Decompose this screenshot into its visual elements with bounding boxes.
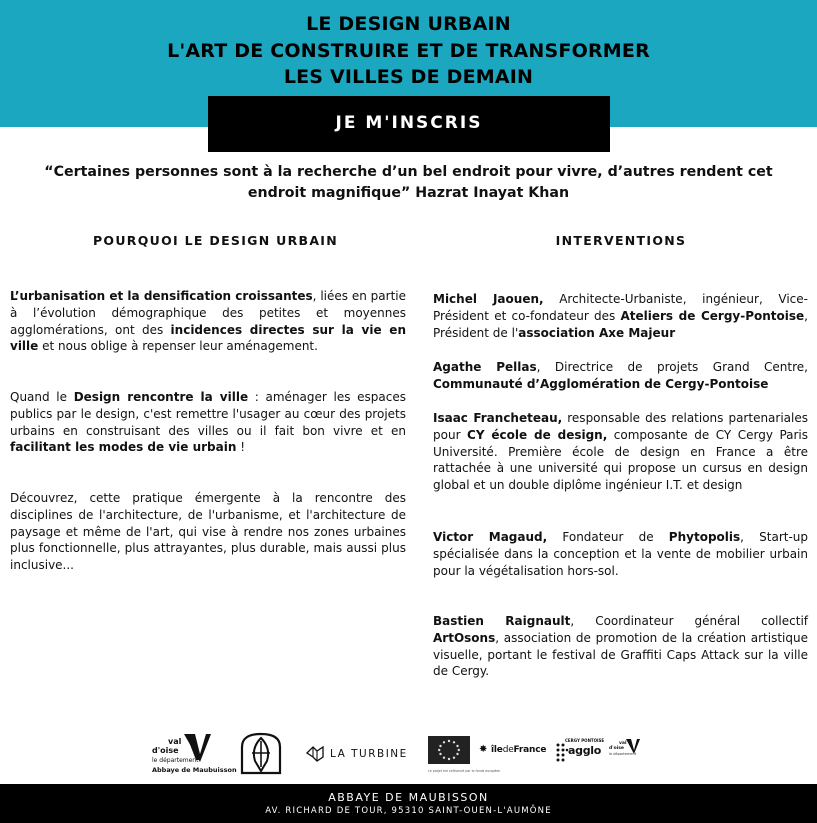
- emphasis: Communauté d’Agglomération de Cergy-Pontoise: [433, 376, 769, 391]
- la-turbine-logo: [305, 741, 408, 767]
- title-line-1: LE DESIGN URBAIN: [306, 13, 511, 35]
- cergy-agglo-logo: [555, 738, 603, 764]
- agglo-small-text: CERGY PONTOISE: [565, 738, 605, 743]
- speaker-name: Isaac Francheteau,: [433, 411, 563, 425]
- iledefrance-part: de: [502, 745, 514, 755]
- speaker-name: Agathe Pellas: [433, 360, 537, 374]
- abbey-emblem-icon: [240, 731, 282, 775]
- text: , Président de l': [433, 308, 808, 340]
- why-paragraph-3: Découvrez, cette pratique émergente à la rencontre des disciplines de l'architecture, de l'urbanisme, et l'architecture de paysage et même de l'art, qui vise à rendre nos zones urbaines plus fonctionnelle, plus attrayantes, plus durable, mais aussi plus inclusive...: [10, 491, 406, 573]
- text: , Directrice de projets Grand Centre,: [536, 360, 808, 374]
- page-title: [0, 11, 817, 91]
- speaker-name: Michel Jaouen,: [433, 292, 544, 306]
- emphasis: Design rencontre la ville: [73, 390, 249, 404]
- footer-address: AV. RICHARD DE TOUR, 95310 SAINT-OUEN-L'AUMÔNE: [265, 806, 552, 816]
- text: Fondateur de: [547, 530, 669, 544]
- text: composante de CY Cergy Paris Université. Première école de design en France a être rattachée à une université qui propose un cursus en design global et un double diplôme ingénieur I.T. et design: [433, 427, 809, 493]
- valdoise-small-logo: [608, 738, 644, 762]
- footer: [0, 784, 817, 823]
- speaker-isaac-francheteau: [433, 410, 808, 494]
- eu-caption: Le projet est cofinancé par le fonds européen: [428, 769, 501, 773]
- text: et nous oblige à repenser leur aménagement.: [38, 339, 318, 354]
- text: Quand le: [10, 390, 74, 404]
- agglo-text: agglo: [568, 744, 601, 757]
- emphasis: association Axe Majeur: [518, 325, 676, 340]
- star-icon: ✸: [479, 744, 488, 755]
- text: !: [236, 440, 246, 455]
- emphasis: incidences directes sur la vie en ville: [10, 322, 406, 354]
- emphasis: L’urbanisation et la densification croissantes: [10, 289, 313, 303]
- iledefrance-logo: [479, 744, 547, 760]
- speaker-bastien-raignault: [433, 613, 808, 680]
- valdoise-text: le département: [609, 752, 637, 756]
- speaker-victor-magaud: [433, 529, 808, 579]
- footer-venue: ABBAYE DE MAUBISSON: [328, 791, 489, 804]
- agglo-dots-icon: [555, 742, 569, 762]
- valdoise-text: d'oise: [609, 746, 624, 751]
- text: Architecte-Urbaniste, ingénieur, Vice-Président et co-fondateur des: [433, 292, 808, 323]
- quote: “Certaines personnes sont à la recherche d’un bel endroit pour vivre, d’autres rendent cet endroit magnifique” Hazrat Inayat Khan: [44, 164, 773, 201]
- valdoise-text: val: [619, 741, 627, 746]
- speaker-agathe-pellas: [433, 359, 808, 393]
- why-paragraph-1: [10, 288, 406, 355]
- speaker-michel-jaouen: [433, 291, 808, 341]
- text: : aménager les espaces publics par le design, c'est remettre l'usager au cœur des projets urbains en construisant des villes ou il fait bon vivre et en: [10, 390, 406, 438]
- iledefrance-part: France: [513, 745, 547, 755]
- turbine-text: LA TURBINE: [330, 748, 408, 760]
- speaker-name: Bastien Raignault: [433, 614, 571, 628]
- eu-flag-icon: [428, 736, 470, 764]
- valdoise-text: Abbaye de Maubuisson: [152, 766, 237, 774]
- title-line-2: L'ART DE CONSTRUIRE ET DE TRANSFORMER: [167, 39, 650, 62]
- valdoise-text: le département: [152, 757, 199, 764]
- partner-logos: [0, 728, 817, 778]
- valdoise-logo: [150, 732, 236, 776]
- text: , Start-up spécialisée dans la conception et la vente de mobilier urbain pour la végétalisation hors-sol.: [433, 530, 809, 578]
- section-heading-interventions: INTERVENTIONS: [555, 233, 687, 248]
- valdoise-text: d'oise: [152, 746, 179, 755]
- why-paragraph-2: [10, 389, 406, 456]
- text: responsable des relations partenariales pour: [433, 411, 809, 442]
- emphasis: CY école de design,: [467, 427, 608, 442]
- emphasis: Phytopolis: [668, 530, 741, 544]
- text: , association de promotion de la création artistique visuelle, portant le festival de Graffiti Caps Attack sur la ville de Cergy.: [433, 630, 808, 679]
- emphasis: facilitant les modes de vie urbain: [10, 440, 237, 455]
- text: , Coordinateur général collectif: [570, 614, 809, 628]
- iledefrance-text: [491, 745, 546, 755]
- turbine-icon: [305, 743, 327, 765]
- text: , liées en partie à l’évolution démographique des petites et moyennes agglomérations, ont des: [10, 289, 407, 337]
- register-button[interactable]: JE M'INSCRIS: [208, 96, 610, 152]
- valdoise-text: val: [168, 737, 182, 746]
- speaker-name: Victor Magaud,: [433, 530, 548, 544]
- iledefrance-part: île: [491, 745, 503, 755]
- emphasis: Ateliers de Cergy-Pontoise: [620, 308, 805, 323]
- section-heading-why: POURQUOI LE DESIGN URBAIN: [92, 233, 339, 248]
- title-line-3: LES VILLES DE DEMAIN: [283, 66, 534, 88]
- emphasis: ArtOsons: [433, 630, 496, 645]
